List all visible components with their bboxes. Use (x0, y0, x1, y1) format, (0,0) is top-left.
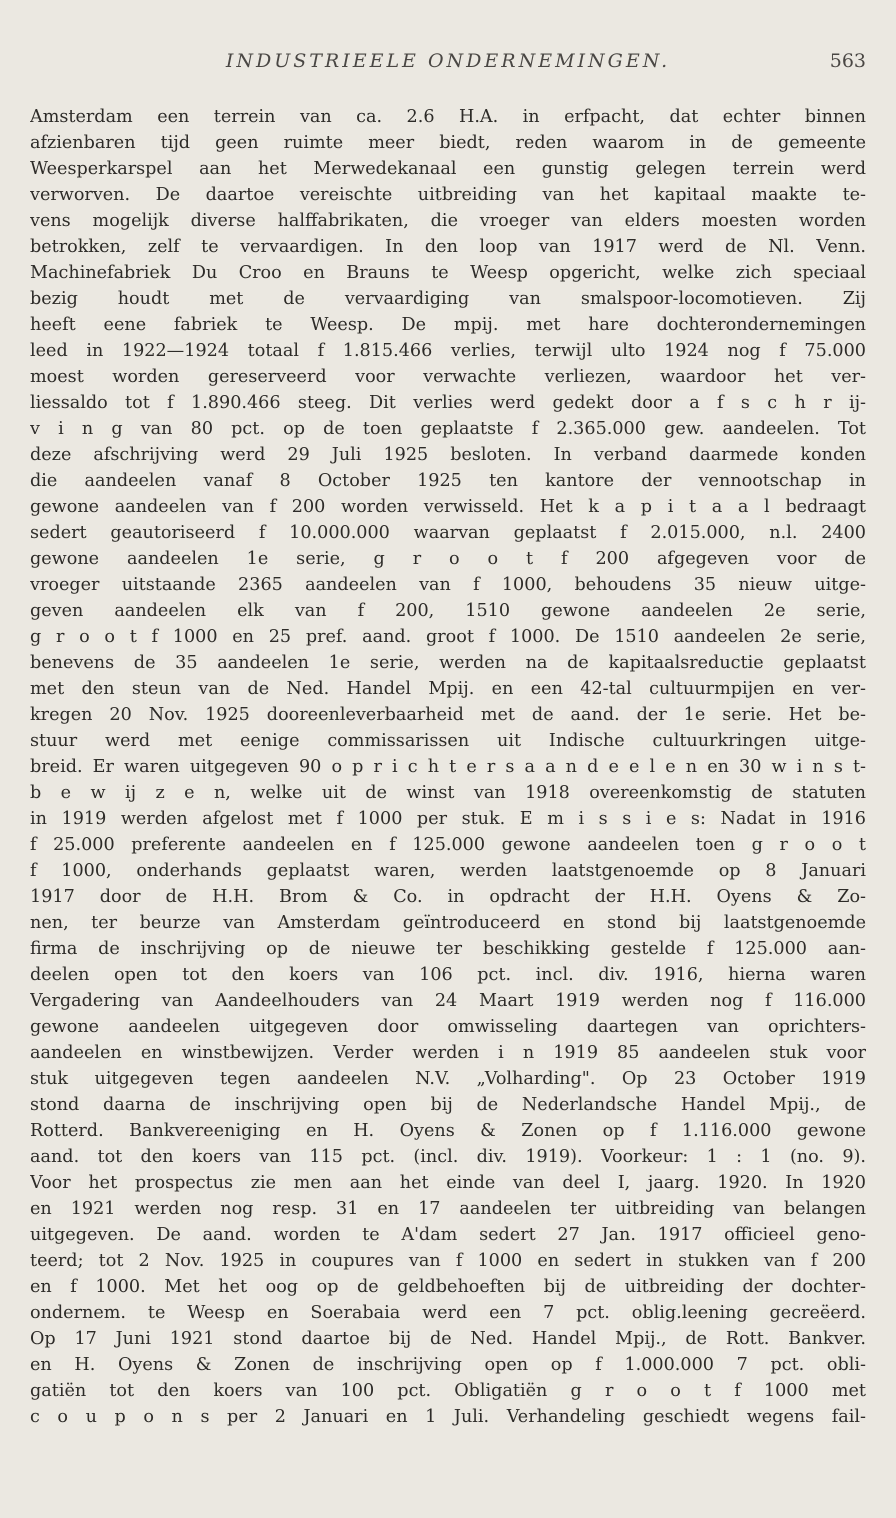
text-line: en H. Oyens & Zonen de inschrijving open op f 1.000.000 7 pct. obli- (30, 1355, 866, 1375)
text-line: Machinefabriek Du Croo en Brauns te Weesp opgericht, welke zich speciaal (30, 263, 866, 283)
text-line: heeft eene fabriek te Weesp. De mpij. met hare dochterondernemingen (30, 315, 866, 335)
text-line: Amsterdam een terrein van ca. 2.6 H.A. in erfpacht, dat echter binnen (30, 107, 866, 127)
text-line: geven aandeelen elk van f 200, 1510 gewone aandeelen 2e serie, (30, 601, 866, 621)
text-line: die aandeelen vanaf 8 October 1925 ten kantore der vennootschap in (30, 471, 866, 491)
text-line: leed in 1922—1924 totaal f 1.815.466 verlies, terwijl ulto 1924 nog f 75.000 (30, 341, 866, 361)
text-line: in 1919 werden afgelost met f 1000 per stuk. E m i s s i e s: Nadat in 1916 (30, 809, 866, 829)
text-line: v i n g van 80 pct. op de toen geplaatste f 2.365.000 gew. aandeelen. Tot (30, 419, 866, 439)
text-line: gewone aandeelen 1e serie, g r o o t f 200 afgegeven voor de (30, 549, 866, 569)
text-line: uitgegeven. De aand. worden te A'dam sedert 27 Jan. 1917 officieel geno- (30, 1225, 866, 1245)
text-line: stond daarna de inschrijving open bij de Nederlandsche Handel Mpij., de (30, 1095, 866, 1115)
text-line: Op 17 Juni 1921 stond daartoe bij de Ned. Handel Mpij., de Rott. Bankver. (30, 1329, 866, 1349)
text-line: sedert geautoriseerd f 10.000.000 waarvan geplaatst f 2.015.000, n.l. 2400 (30, 523, 866, 543)
text-line: kregen 20 Nov. 1925 dooreenleverbaarheid met de aand. der 1e serie. Het be- (30, 705, 866, 725)
text-line: stuk uitgegeven tegen aandeelen N.V. „Volharding". Op 23 October 1919 (30, 1069, 866, 1089)
text-line: afzienbaren tijd geen ruimte meer biedt, reden waarom in de gemeente (30, 133, 866, 153)
text-line: Vergadering van Aandeelhouders van 24 Maart 1919 werden nog f 116.000 (30, 991, 866, 1011)
text-line: betrokken, zelf te vervaardigen. In den loop van 1917 werd de Nl. Venn. (30, 237, 866, 257)
running-header (30, 50, 866, 90)
text-line: bezig houdt met de vervaardiging van smalspoor-locomotieven. Zij (30, 289, 866, 309)
text-line: stuur werd met eenige commissarissen uit Indische cultuurkringen uitge- (30, 731, 866, 751)
text-line: met den steun van de Ned. Handel Mpij. en een 42-tal cultuurmpijen en ver- (30, 679, 866, 699)
page-number: 563 (829, 50, 866, 72)
text-line: ondernem. te Weesp en Soerabaia werd een 7 pct. oblig.leening gecreëerd. (30, 1303, 866, 1323)
text-line: verworven. De daartoe vereischte uitbreiding van het kapitaal maakte te- (30, 185, 866, 205)
text-line: teerd; tot 2 Nov. 1925 in coupures van f 1000 en sedert in stukken van f 200 (30, 1251, 866, 1271)
text-line: gewone aandeelen van f 200 worden verwisseld. Het k a p i t a a l bedraagt (30, 497, 866, 517)
text-line: Voor het prospectus zie men aan het einde van deel I, jaarg. 1920. In 1920 (30, 1173, 866, 1193)
text-line: moest worden gereserveerd voor verwachte verliezen, waardoor het ver- (30, 367, 866, 387)
text-line: aandeelen en winstbewijzen. Verder werden i n 1919 85 aandeelen stuk voor (30, 1043, 866, 1063)
text-line: Weesperkarspel aan het Merwedekanaal een gunstig gelegen terrein werd (30, 159, 866, 179)
text-line: aand. tot den koers van 115 pct. (incl. div. 1919). Voorkeur: 1 : 1 (no. 9). (30, 1147, 866, 1167)
text-line: g r o o t f 1000 en 25 pref. aand. groot f 1000. De 1510 aandeelen 2e serie, (30, 627, 866, 647)
text-line: f 1000, onderhands geplaatst waren, werden laatstgenoemde op 8 Januari (30, 861, 866, 881)
text-line: deze afschrijving werd 29 Juli 1925 besloten. In verband daarmede konden (30, 445, 866, 465)
text-line: en 1921 werden nog resp. 31 en 17 aandeelen ter uitbreiding van belangen (30, 1199, 866, 1219)
text-line: breid. Er waren uitgegeven 90 o p r i c h t e r s a a n d e e l e n en 30 w i n s t- (30, 757, 866, 777)
text-line: benevens de 35 aandeelen 1e serie, werden na de kapitaalsreductie geplaatst (30, 653, 866, 673)
text-line: f 25.000 preferente aandeelen en f 125.000 gewone aandeelen toen g r o o t (30, 835, 866, 855)
header-title: INDUSTRIEELE ONDERNEMINGEN. (225, 50, 671, 72)
text-line: 1917 door de H.H. Brom & Co. in opdracht der H.H. Oyens & Zo- (30, 887, 866, 907)
text-line: deelen open tot den koers van 106 pct. incl. div. 1916, hierna waren (30, 965, 866, 985)
text-line: liessaldo tot f 1.890.466 steeg. Dit verlies werd gedekt door a f s c h r ij- (30, 393, 866, 413)
text-line: gewone aandeelen uitgegeven door omwisseling daartegen van oprichters- (30, 1017, 866, 1037)
text-line: vroeger uitstaande 2365 aandeelen van f 1000, behoudens 35 nieuw uitge- (30, 575, 866, 595)
body-text (30, 104, 866, 1430)
text-line: nen, ter beurze van Amsterdam geïntroduceerd en stond bij laatstgenoemde (30, 913, 866, 933)
text-line: gatiën tot den koers van 100 pct. Obligatiën g r o o t f 1000 met (30, 1381, 866, 1401)
text-line: firma de inschrijving op de nieuwe ter beschikking gestelde f 125.000 aan- (30, 939, 866, 959)
text-line: vens mogelijk diverse halffabrikaten, die vroeger van elders moesten worden (30, 211, 866, 231)
text-line: b e w ij z e n, welke uit de winst van 1918 overeenkomstig de statuten (30, 783, 866, 803)
text-line: en f 1000. Met het oog op de geldbehoeften bij de uitbreiding der dochter- (30, 1277, 866, 1297)
text-line: Rotterd. Bankvereeniging en H. Oyens & Zonen op f 1.116.000 gewone (30, 1121, 866, 1141)
text-line: c o u p o n s per 2 Januari en 1 Juli. Verhandeling geschiedt wegens fail- (30, 1407, 866, 1427)
